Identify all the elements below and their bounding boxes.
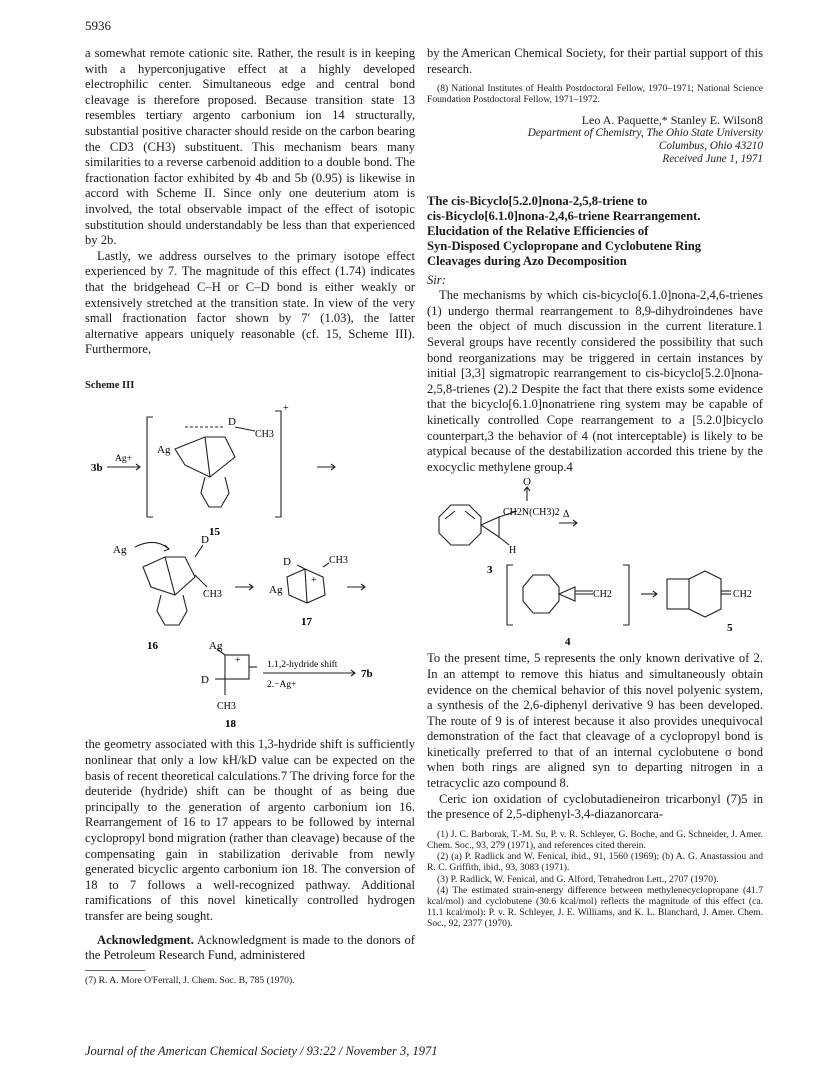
right-para-2: To the present time, 5 represents the only known derivative of 2. In an attempt to remove this hiatus and simultaneously obtain evidence on the chemical behavior of this novel polyenic system, a synthesis of the 2,6-diphenyl derivative 9 has been developed. The route of 9 is of interest because it also provides unequivocal demonstration of the fact that cleavage of a cyclopropyl bond is kinetically preferred to that of an internal cyclobutene σ bond when both rings are aligned syn to departing nitrogen in a tetracyclic azo compound 8. <box>427 651 763 791</box>
label-amine: CH2N(CH3)2 <box>503 507 560 519</box>
label-d-15: D <box>228 416 236 429</box>
left-para-2: Lastly, we address ourselves to the primary isotope effect experienced by 7. The magnitude of this effect (1.74) indicates that the bridgehead C–H or C–D bond is either weakly or extensively stretched at the transition state. In view of the very small fractionation factor shown by 7′ (1.03), the latter alternative appears uniquely reasonable (cf. 15, Scheme III). Furthermore, <box>85 248 415 357</box>
scheme-iii <box>85 397 415 737</box>
right-para-3: Ceric ion oxidation of cyclobutadieneiron tricarbonyl (7)5 in the presence of 2,5-diphenyl-3,4-diazanorcara- <box>427 791 763 822</box>
label-ch3-15: CH3 <box>255 429 274 441</box>
label-d-17: D <box>283 556 291 569</box>
ref-2: (2) (a) P. Radlick and W. Fenical, ibid., 91, 1560 (1969); (b) A. G. Anastassiou and R. C. Griffith, ibid., 93, 3083 (1971). <box>427 851 763 874</box>
references <box>427 829 763 930</box>
authors: Leo A. Paquette,* Stanley E. Wilson8 <box>581 112 763 127</box>
ref-3: (3) P. Radlick, W. Fenical, and G. Alford, Tetrahedron Lett., 2707 (1970). <box>437 873 719 885</box>
ref-1: (1) J. C. Barborak, T.-M. Su, P. v. R. Schleyer, G. Boche, and G. Schneider, J. Amer. Chem. Soc., 93, 279 (1971), and references cited therein. <box>427 828 763 852</box>
label-delta: Δ <box>563 509 570 521</box>
step-1: 1.1,2-hydride shift <box>267 660 338 671</box>
ref-4: (4) The estimated strain-energy difference between methylenecyclopropane (41.7 kcal/mol) and cyclobutene (30.6 kcal/mol) reflects the magnitude of this effect (ca. 11.1 kcal/mol): P. v. R. Schleyer, J. E. Williams, and K. L. Blanchard, J. Amer. Chem. Soc., 92, 2377 (1970). <box>427 884 763 930</box>
title-line-4: Syn-Disposed Cyclopropane and Cyclobutene Ring <box>427 238 702 253</box>
department: Department of Chemistry, The Ohio State University <box>527 126 763 139</box>
scheme-label: Scheme III <box>85 379 135 391</box>
received-date: Received June 1, 1971 <box>662 152 763 165</box>
title-line-3: Elucidation of the Relative Efficiencies of <box>427 223 649 238</box>
label-o: O <box>523 476 531 489</box>
label-3: 3 <box>487 564 493 577</box>
salutation: Sir: <box>427 272 446 287</box>
title-line-2: cis-Bicyclo[6.1.0]nona-2,4,6-triene Rearrangement. <box>427 208 701 223</box>
label-3b: 3b <box>91 462 103 475</box>
label-ag-17: Ag <box>269 584 283 597</box>
footnote-8: (8) National Institutes of Health Postdoctoral Fellow, 1970–1971; National Science Foundation Postdoctoral Fellow, 1971–1972. <box>427 83 763 106</box>
label-18: 18 <box>225 718 236 731</box>
plus-17: + <box>311 575 317 587</box>
label-16: 16 <box>147 640 158 653</box>
label-5: 5 <box>727 622 733 635</box>
left-column <box>85 46 415 986</box>
label-ch2-4: CH2 <box>593 589 612 601</box>
label-d-16: D <box>201 534 209 547</box>
step-2: 2.−Ag+ <box>267 680 297 691</box>
label-ag-16: Ag <box>113 544 127 557</box>
title-line-1: The cis-Bicyclo[5.2.0]nona-2,5,8-triene to <box>427 193 648 208</box>
article-title <box>427 194 763 269</box>
label-ch3-18: CH3 <box>217 701 236 713</box>
label-ch3-17: CH3 <box>329 555 348 567</box>
scheme-right <box>427 475 763 651</box>
label-4: 4 <box>565 636 571 649</box>
label-ch2-5: CH2 <box>733 589 752 601</box>
label-ag-plus: Ag+ <box>115 454 132 465</box>
label-ch3-16: CH3 <box>203 589 222 601</box>
label-17: 17 <box>301 616 312 629</box>
acknowledgment <box>85 933 415 964</box>
label-d-18: D <box>201 674 209 687</box>
label-7b: 7b <box>361 668 373 681</box>
plus-18: + <box>235 655 241 667</box>
right-para-0: by the American Chemical Society, for their partial support of this research. <box>427 46 763 76</box>
signature <box>427 114 763 166</box>
ack-text: Acknowledgment is made to the donors of the Petroleum Research Fund, administered <box>85 932 415 963</box>
ack-heading: Acknowledgment. <box>97 932 194 947</box>
label-ag-15: Ag <box>157 444 171 457</box>
left-para-3: the geometry associated with this 1,3-hydride shift is sufficiently nonlinear that only a low kH/kD value can be expected on the basis of recent theoretical calculations.7 The driving force for the deuteride (hydride) shift can be thought of as being due principally to the generation of argento carbonium ion 16. Rearrangement of 16 to 17 appears to be followed by internal cyclopropyl bond migration (rather than cleavage) because of the compensating gain in stabilization derivable from newly generated bicyclic argento carbonium ion 18. The conversion of 18 to 7 follows a well-recognized pathway. Additional ramifications of this novel kinetically controlled hydrogen transfer are being sought. <box>85 737 415 923</box>
journal-footer: Journal of the American Chemical Society / 93:22 / November 3, 1971 <box>85 1044 438 1058</box>
title-line-5: Cleavages during Azo Decomposition <box>427 253 627 268</box>
right-column <box>427 46 763 930</box>
label-ag-18: Ag <box>209 640 223 653</box>
footnote-7: (7) R. A. More O'Ferrall, J. Chem. Soc. B, 785 (1970). <box>85 974 295 986</box>
right-para-1: The mechanisms by which cis-bicyclo[6.1.0]nona-2,4,6-trienes (1) undergo thermal rearrangement to 8,9-dihydroindenes have been the object of much discussion in the current literature.1 Several groups have recently considered the possibility that such bond reorganizations may be triggered in certain instances by initial [3,3] sigmatropic rearrangement to cis-bicyclo[5.2.0]nona-2,5,8-trienes (2).2 Despite the fact that there exists some evidence that the bicyclo[6.1.0]nonatriene ring system may be capable of kinetically controlled Cope rearrangement to a [5.2.0]bicyclo counterpart,3 the behavior of 4 (not interceptable) is likely to be atypical because of the destabilization accorded this triene by the exocyclic methylene group.4 <box>427 288 763 474</box>
city: Columbus, Ohio 43210 <box>658 139 763 152</box>
plus-15: + <box>283 403 289 415</box>
footnote-rule <box>85 970 145 971</box>
label-15: 15 <box>209 526 220 539</box>
page-number: 5936 <box>85 18 111 33</box>
label-h: H <box>509 545 517 557</box>
left-para-1: a somewhat remote cationic site. Rather, the result is in keeping with a hyperconjugative effect at a highly developed electrophilic center. Simultaneous edge and central bond cleavage is therefore proposed. Because transition state 13 resembles tertiary argento carbonium ion 14 structurally, substantial positive character should reside on the carbon bearing the CD3 (CH3) substituent. This mechanism bears many similarities to a reverse carbenoid addition to a double bond. The fractionation factor exhibited by 4b and 5b (0.95) is likewise in accord with Scheme II. Since only one deuterium atom is involved, the total observable impact of the effect of isotopic substitution should understandably be less than that experienced by 2b. <box>85 46 415 248</box>
